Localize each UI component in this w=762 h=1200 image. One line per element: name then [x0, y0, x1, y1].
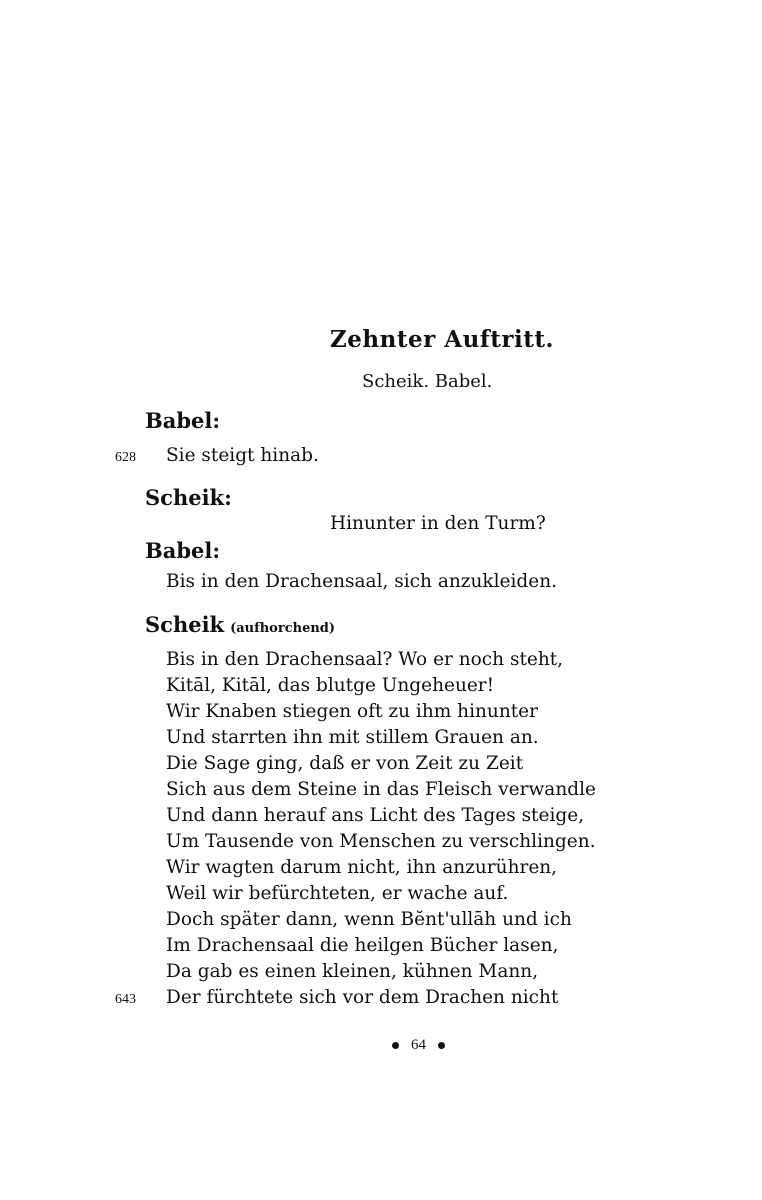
scene-title: Zehnter Auftritt.	[330, 326, 554, 353]
verse-line: Da gab es einen kleinen, kühnen Mann,	[166, 961, 539, 982]
verse-line: Und starrten ihn mit stillem Grauen an.	[166, 727, 539, 748]
verse-line: Der fürchtete sich vor dem Drachen nicht	[166, 987, 559, 1008]
ornament-right-icon	[438, 1042, 445, 1049]
verse-line: Die Sage ging, daß er von Zeit zu Zeit	[166, 753, 524, 774]
line-number: 643	[115, 992, 136, 1007]
verse-line: Im Drachensaal die heilgen Bücher lasen,	[166, 935, 559, 956]
line-number: 628	[115, 450, 136, 465]
verse-line: Wir Knaben stiegen oft zu ihm hinunter	[166, 701, 538, 722]
verse-line: Bis in den Drachensaal? Wo er noch steht,	[166, 649, 564, 670]
page-number: 64	[411, 1037, 426, 1053]
scene-persons: Scheik. Babel.	[362, 371, 493, 392]
verse-line: Um Tausende von Menschen zu verschlingen.	[166, 831, 596, 852]
verse-line: Hinunter in den Turm?	[330, 513, 546, 534]
speaker-label: Babel:	[145, 538, 221, 563]
ornament-left-icon	[392, 1042, 399, 1049]
verse-line: Sie steigt hinab.	[166, 445, 319, 466]
verse-line: Bis in den Drachensaal, sich anzukleiden.	[166, 571, 558, 592]
verse-line: Sich aus dem Steine in das Fleisch verwandle	[166, 779, 596, 800]
verse-line: Wir wagten darum nicht, ihn anzurühren,	[166, 857, 558, 878]
speaker-line	[145, 612, 335, 637]
speaker-label: Scheik	[145, 612, 225, 637]
verse-line: Kitāl, Kitāl, das blutge Ungeheuer!	[166, 675, 495, 696]
speaker-label: Scheik:	[145, 485, 232, 510]
stage-direction: (aufhorchend)	[230, 621, 336, 636]
speaker-label: Babel:	[145, 408, 221, 433]
verse-line: Doch später dann, wenn Bĕnt'ullāh und ich	[166, 909, 572, 930]
page-footer	[380, 1037, 457, 1054]
verse-line: Und dann herauf ans Licht des Tages steige,	[166, 805, 585, 826]
verse-line: Weil wir befürchteten, er wache auf.	[166, 883, 509, 904]
